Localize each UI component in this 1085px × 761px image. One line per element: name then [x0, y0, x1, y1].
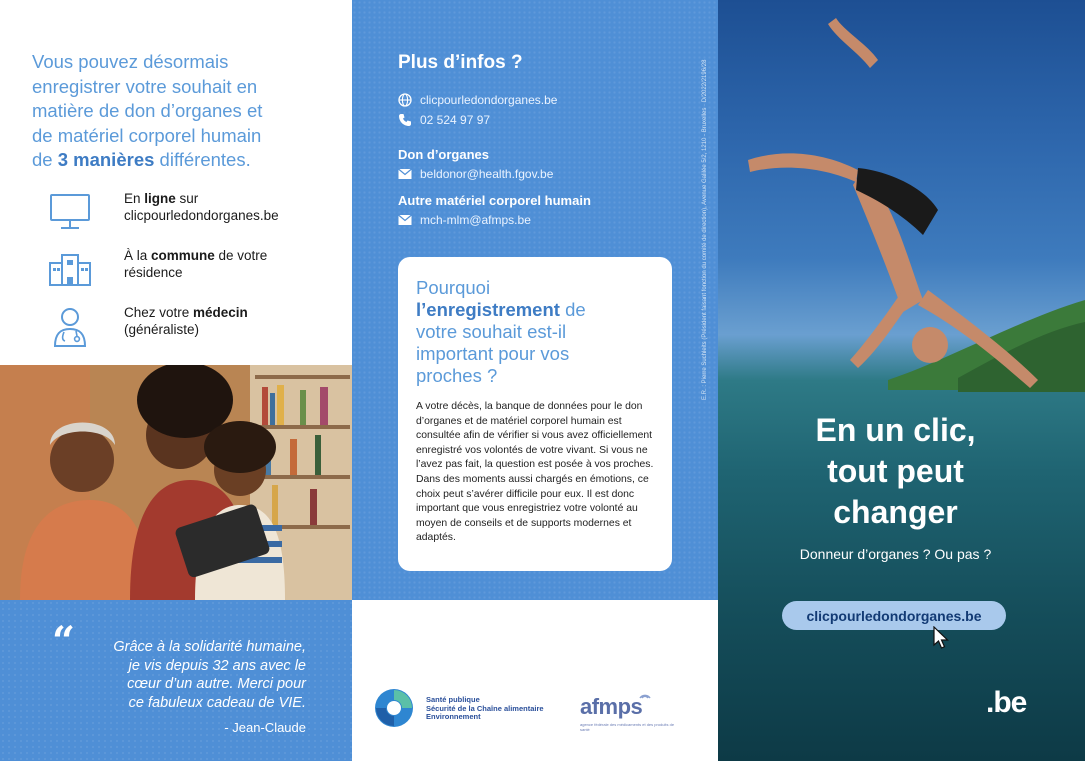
card-title-line: important pour vos — [416, 343, 570, 364]
hero-title-line: tout peut — [827, 453, 964, 489]
hero-title — [718, 410, 1073, 533]
intro-line: Vous pouvez désormais — [32, 51, 229, 72]
material-email[interactable]: mch-mlm@afmps.be — [420, 213, 531, 227]
way-line2: (généraliste) — [124, 322, 200, 337]
material-heading: Autre matériel corporel humain — [398, 193, 591, 208]
phone-icon — [398, 113, 412, 127]
town-hall-icon — [46, 247, 94, 291]
way-bold: ligne — [144, 191, 176, 206]
registration-ways — [46, 190, 346, 361]
way-doctor — [46, 304, 346, 361]
way-pre: Chez votre — [124, 305, 194, 320]
quote-mark: “ — [52, 618, 76, 665]
quote-line: ce fabuleux cadeau de VIE. — [128, 694, 306, 711]
sp-line: Environnement — [426, 712, 481, 721]
way-post: sur — [175, 191, 199, 206]
intro-suffix: différentes. — [154, 149, 251, 170]
way-pre: En — [124, 191, 145, 206]
sp-line: Sécurité de la Chaîne alimentaire — [426, 703, 544, 713]
diver-photo — [718, 0, 1085, 400]
way-line2: résidence — [124, 265, 183, 280]
doctor-icon — [46, 304, 94, 348]
card-title-line: votre souhait est-il — [416, 321, 567, 342]
mouse-cursor-icon — [932, 626, 950, 650]
globe-icon — [398, 93, 412, 107]
way-online — [46, 190, 346, 247]
way-pre: À la — [124, 248, 152, 263]
way-line — [124, 247, 267, 264]
envelope-icon — [398, 213, 412, 227]
left-panel — [0, 0, 352, 761]
publisher-note-text: E.R. : Pierre Suchleits (Président faisant fonction du comité de direction), Avenue Galilée 5/2, 1210 - Bruxelles · D/2022/2196/28 — [702, 59, 708, 400]
publisher-note — [692, 20, 706, 400]
material-email-contact[interactable] — [398, 213, 531, 227]
website-pill-button[interactable]: clicpourledondorganes.be — [782, 601, 1006, 630]
family-illustration — [0, 365, 352, 600]
intro-line: enregistrer votre souhait en — [32, 75, 258, 97]
way-bold: commune — [151, 248, 215, 263]
public-health-text — [426, 696, 544, 722]
sp-line: Santé publique — [426, 695, 480, 704]
intro-prefix: de — [32, 149, 58, 170]
middle-panel — [352, 0, 718, 600]
website-contact[interactable] — [398, 93, 557, 107]
right-panel — [718, 0, 1085, 761]
quote-text — [56, 638, 306, 712]
card-title-line: proches ? — [416, 365, 498, 386]
intro-text — [32, 50, 332, 173]
card-title-after: de — [559, 299, 586, 320]
hero-title-line: En un clic, — [815, 412, 976, 448]
card-body: A votre décès, la banque de données pour le don d’organes et de matériel corporel humain est consultée afin de vérifier si vous avez officiellement enregistré vos volontés de votre vivant. Si vous ne l’avez pas fait, la question est posée à vos proches. Dans des moments aussi chargés en émotions, ce choix peut s’avérer difficile pour eux. Il est donc important que vous enregistriez votre volonté au moyen de conseils et de supports modernes et adaptés. — [416, 401, 654, 544]
card-title-line — [416, 299, 656, 321]
afmps-logo: afmps — [580, 694, 643, 719]
family-photo — [0, 365, 352, 600]
way-online-text — [124, 190, 279, 224]
organ-email[interactable]: beldonor@health.fgov.be — [420, 167, 554, 181]
website-link[interactable]: clicpourledondorganes.be — [420, 93, 558, 107]
organ-heading: Don d’organes — [398, 147, 490, 162]
organ-email-contact[interactable] — [398, 167, 553, 181]
card-title-line: Pourquoi — [416, 277, 491, 298]
quote-author: - Jean-Claude — [224, 720, 306, 735]
quote-line: cœur d’un autre. Merci pour — [127, 676, 306, 692]
partner-logos — [352, 600, 718, 761]
card-title — [416, 277, 656, 387]
hero-title-line: changer — [833, 494, 958, 530]
envelope-icon — [398, 167, 412, 181]
computer-monitor-icon — [46, 190, 94, 234]
card-title-bold: l’enregistrement — [416, 299, 560, 320]
way-post: de votre — [214, 248, 268, 263]
quote-line: je vis depuis 32 ans avec le — [128, 657, 306, 674]
be-logo: .be — [986, 686, 1027, 719]
intro-line: matière de don d’organes et — [32, 100, 263, 121]
way-bold: médecin — [193, 305, 248, 320]
hero-subtitle: Donneur d’organes ? Ou pas ? — [799, 546, 992, 562]
public-health-logo-icon — [374, 688, 414, 728]
way-line — [124, 304, 248, 321]
why-register-card — [398, 257, 672, 571]
way-line — [124, 190, 279, 207]
way-municipality — [46, 247, 346, 304]
intro-line — [32, 148, 332, 173]
info-title: Plus d’infos ? — [398, 52, 523, 73]
way-doctor-text — [124, 304, 248, 338]
quote-line: Grâce à la solidarité humaine, — [113, 639, 306, 655]
way-municipality-text — [124, 247, 267, 281]
afmps-subtitle: agence fédérale des médicaments et des produits de santé — [580, 722, 675, 732]
intro-line: de matériel corporel humain — [32, 124, 262, 146]
afmps-logo-mark-icon — [638, 688, 652, 700]
intro-emphasis: 3 manières — [57, 149, 155, 170]
phone-contact[interactable] — [398, 113, 490, 127]
way-line2: clicpourledondorganes.be — [124, 208, 279, 223]
testimonial-quote — [0, 600, 352, 761]
phone-number[interactable]: 02 524 97 97 — [420, 113, 491, 127]
